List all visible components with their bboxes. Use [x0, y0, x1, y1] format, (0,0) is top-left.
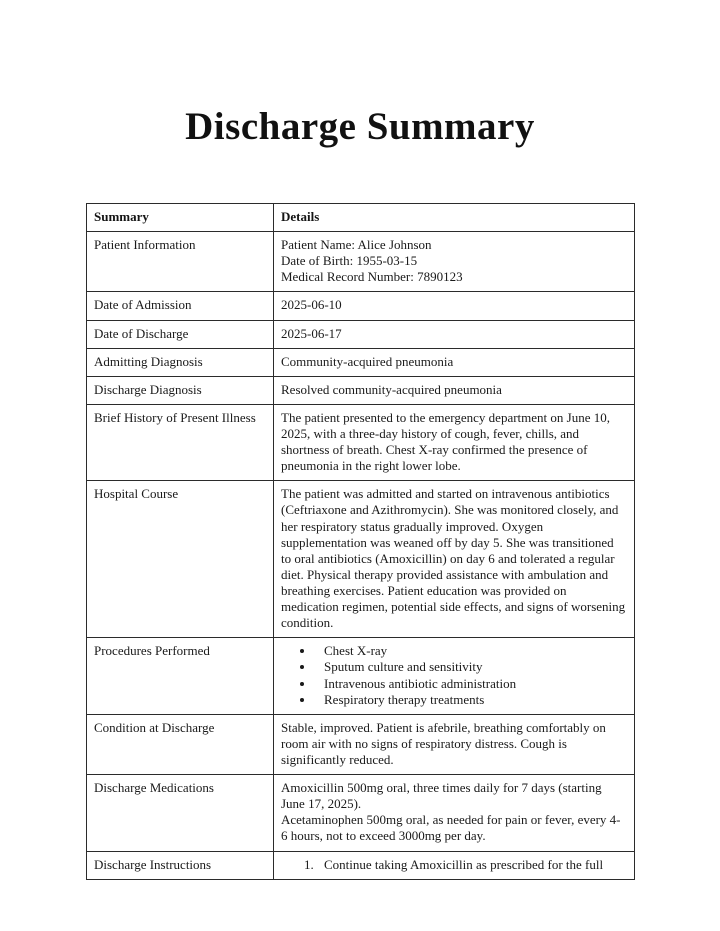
- numbered-list: [281, 857, 626, 873]
- row-details: [274, 851, 635, 879]
- table-row: [87, 348, 635, 376]
- col-header-summary: Summary: [87, 204, 274, 232]
- row-label: Date of Discharge: [87, 320, 274, 348]
- table-header-row: [87, 204, 635, 232]
- row-label: Procedures Performed: [87, 638, 274, 714]
- numbered-item: 1. Continue taking Amoxicillin as prescribed for the full: [317, 857, 626, 873]
- row-label: Brief History of Present Illness: [87, 404, 274, 480]
- row-details: [274, 232, 635, 292]
- detail-line: Acetaminophen 500mg oral, as needed for pain or fever, every 4-6 hours, not to exceed 3000mg per day.: [281, 812, 621, 844]
- row-label: Discharge Diagnosis: [87, 376, 274, 404]
- table-row: [87, 320, 635, 348]
- row-details: [274, 638, 635, 714]
- row-details: Stable, improved. Patient is afebrile, breathing comfortably on room air with no signs of respiratory distress. Cough is significantly reduced.: [274, 714, 635, 774]
- table-row: [87, 714, 635, 774]
- summary-table: [86, 203, 635, 880]
- table-body: [87, 232, 635, 880]
- bullet-list: [281, 643, 626, 707]
- row-details: Community-acquired pneumonia: [274, 348, 635, 376]
- table-row: [87, 292, 635, 320]
- row-details: The patient was admitted and started on intravenous antibiotics (Ceftriaxone and Azithromycin). She was monitored closely, and her respiratory status gradually improved. Oxygen supplementation was weaned off by day 5. She was transitioned to oral antibiotics (Amoxicillin) on day 6 and tolerated a regular diet. Physical therapy provided assistance with ambulation and breathing exercises. Patient education was provided on medication regimen, potential side effects, and signs of worsening condition.: [274, 481, 635, 638]
- bullet-item: • Intravenous antibiotic administration: [315, 676, 626, 692]
- bullet-item: • Respiratory therapy treatments: [315, 692, 626, 708]
- col-header-details: Details: [274, 204, 635, 232]
- page-title: Discharge Summary: [185, 105, 535, 148]
- row-details: The patient presented to the emergency department on June 10, 2025, with a three-day history of cough, fever, chills, and shortness of breath. Chest X-ray confirmed the presence of pneumonia in the right lower lobe.: [274, 404, 635, 480]
- table-row: [87, 404, 635, 480]
- row-label: Patient Information: [87, 232, 274, 292]
- row-label: Date of Admission: [87, 292, 274, 320]
- table-row: [87, 376, 635, 404]
- row-label: Discharge Medications: [87, 775, 274, 851]
- bullet-item: • Sputum culture and sensitivity: [315, 659, 626, 675]
- row-label: Condition at Discharge: [87, 714, 274, 774]
- table-row: [87, 481, 635, 638]
- row-label: Hospital Course: [87, 481, 274, 638]
- row-details: 2025-06-10: [274, 292, 635, 320]
- detail-line: Medical Record Number: 7890123: [281, 269, 463, 285]
- row-details: 2025-06-17: [274, 320, 635, 348]
- bullet-item: • Chest X-ray: [315, 643, 626, 659]
- table-row: [87, 775, 635, 851]
- row-details: [274, 775, 635, 851]
- row-details: Resolved community-acquired pneumonia: [274, 376, 635, 404]
- detail-line: Date of Birth: 1955-03-15: [281, 253, 418, 269]
- table-row: [87, 232, 635, 292]
- table-row: [87, 851, 635, 879]
- table-row: [87, 638, 635, 714]
- row-label: Admitting Diagnosis: [87, 348, 274, 376]
- row-label: Discharge Instructions: [87, 851, 274, 879]
- detail-line: Patient Name: Alice Johnson: [281, 237, 432, 253]
- detail-line: Amoxicillin 500mg oral, three times daily for 7 days (starting June 17, 2025).: [281, 780, 602, 812]
